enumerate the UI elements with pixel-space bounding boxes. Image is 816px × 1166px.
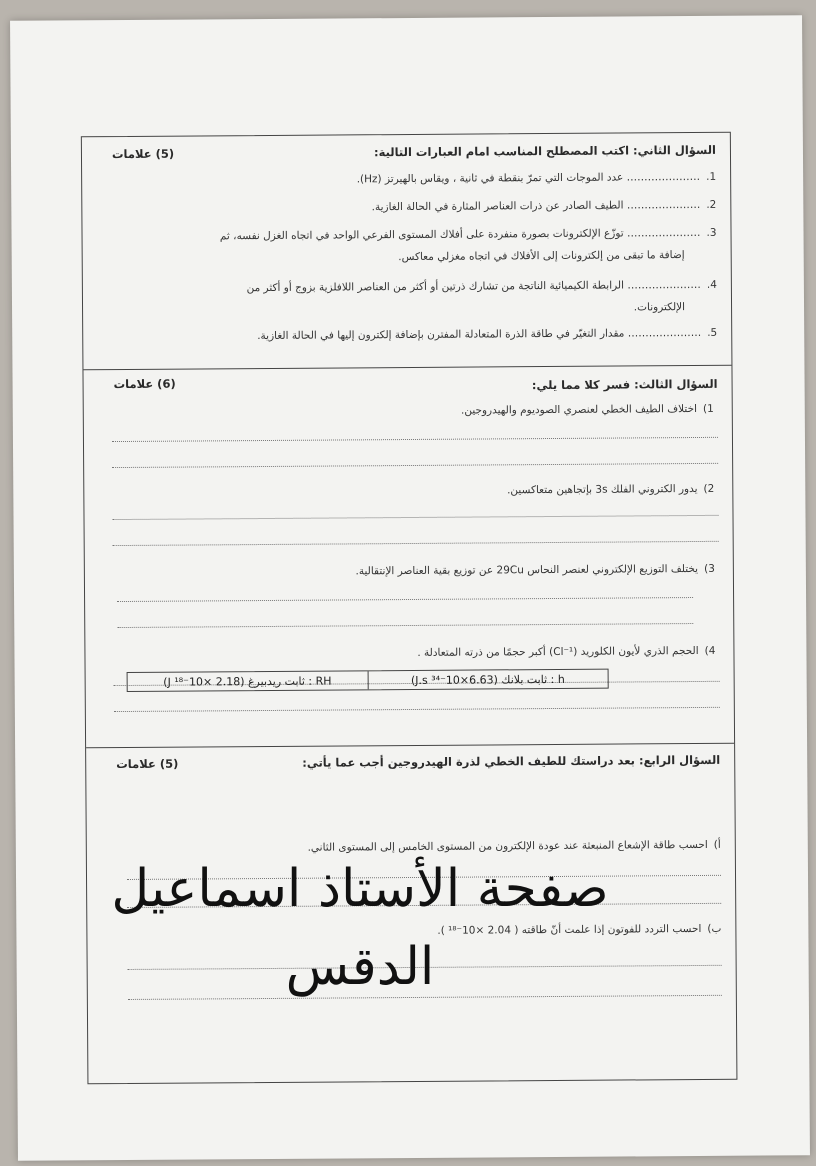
answer-line	[117, 597, 693, 602]
question-2-marks: (5) علامات	[111, 146, 175, 162]
q3-item-1-text: اختلاف الطيف الخطي لعنصري الصوديوم والهيدروجين.	[460, 402, 698, 417]
q2-item-2-number: 2.	[706, 198, 717, 211]
watermark-line-2: الدقس	[285, 937, 435, 997]
answer-line	[113, 541, 719, 546]
q2-item-3	[220, 227, 717, 242]
q3-item-1	[461, 403, 714, 417]
q3-item-3-text: يختلف التوزيع الإلكتروني لعنصر النحاس 29Cu عن توزيع بقية العناصر الإنتقالية.	[355, 562, 699, 578]
constants-box	[127, 669, 609, 692]
q3-item-2-number: 2)	[703, 482, 715, 495]
answer-line	[112, 437, 718, 442]
q2-item-1-number: 1.	[706, 170, 717, 183]
question-4-marks: (5) علامات	[116, 756, 179, 772]
q3-item-4-text: الحجم الذري لأيون الكلوريد (Cl⁻¹) أكبر حجمًا من ذرته المتعادلة .	[417, 644, 699, 659]
q2-item-3-continued	[398, 249, 685, 263]
q4-item-a-text: احسب طاقة الإشعاع المنبعثة عند عودة الإلكترون من المستوى الخامس إلى المستوى الثاني.	[307, 838, 708, 854]
answer-line	[113, 515, 719, 520]
constants-divider	[367, 671, 368, 689]
q3-item-3	[355, 563, 714, 578]
q2-item-4-number: 4.	[706, 278, 717, 291]
q3-item-4-number: 4)	[704, 644, 716, 657]
q2-item-2-text: ………………… الطيف الصادر عن ذرات العناصر المثارة في الحالة الغازية.	[371, 198, 701, 214]
question-4-title: السؤال الرابع: بعد دراستك للطيف الخطي لذرة الهيدروجين أجب عما يأتي:	[302, 752, 721, 770]
q2-item-1	[357, 171, 717, 186]
q4-item-b-text: احسب التردد للفوتون إذا علمت أنّ طاقته ( 2.04 ×10⁻¹⁸ ).	[437, 922, 702, 937]
answer-line	[112, 463, 718, 468]
q2-item-4-text: ………………… الرابطة الكيميائية الناتجة من تشارك ذرتين أو أكثر من العناصر اللافلزية بزوج أو أكثر من	[246, 278, 701, 295]
q2-item-2	[372, 199, 717, 213]
q2-item-3-continued-text: إضافة ما تبقى من إلكترونات إلى الأفلاك في اتجاه مغزلي معاكس.	[398, 249, 685, 264]
q4-item-b-number: ب)	[707, 922, 722, 935]
q3-item-4	[417, 645, 715, 659]
q2-item-5	[257, 327, 717, 342]
answer-line	[117, 623, 693, 628]
q2-item-4-continued-text: الإلكترونات.	[633, 301, 686, 314]
q2-item-5-text: ………………… مقدار التغيّر في طاقة الذرة المتعادلة المفترن بإضافة إلكترون إليها في الحالة الغازية.	[257, 326, 702, 343]
q4-item-a-number: أ)	[713, 838, 721, 851]
answer-line	[114, 707, 720, 712]
question-2-title: السؤال الثاني: اكتب المصطلح المناسب امام العبارات التالية:	[373, 142, 716, 160]
q2-item-3-text: ………………… توزّع الإلكترونات بصورة منفردة على أفلاك المستوى الفرعي الواحد في اتجاه الغزل نفسه، ثم	[219, 226, 701, 243]
rydberg-constant: RH : ثابت ريدبيرغ (2.18 ×10⁻¹⁸ J)	[163, 674, 332, 689]
planck-constant: h : ثابت بلانك (6.63×10⁻³⁴ J.s)	[410, 672, 565, 687]
q3-item-3-number: 3)	[704, 562, 715, 575]
question-3-title: السؤال الثالث: فسر كلا مما يلي:	[531, 376, 718, 393]
q3-item-1-number: 1)	[702, 402, 714, 415]
q3-item-2	[507, 483, 714, 496]
q2-item-3-number: 3.	[706, 226, 717, 239]
q2-item-1-text: ………………… عدد الموجات التي تمرّ بنقطة في ثانية ، ويقاس بالهيرتز (Hz).	[356, 170, 701, 186]
watermark-line-1: صفحة الأستاذ اسماعيل	[111, 859, 609, 919]
watermark	[40, 850, 680, 1006]
question-3-marks: (6) علامات	[113, 376, 176, 392]
q2-item-5-number: 5.	[707, 326, 718, 339]
question-2-section	[82, 133, 732, 370]
q2-item-4-continued	[634, 301, 685, 313]
q3-item-2-text: يدور الكتروني الفلك 3s بإتجاهين متعاكسين.	[507, 482, 698, 497]
q2-item-4	[247, 279, 717, 294]
